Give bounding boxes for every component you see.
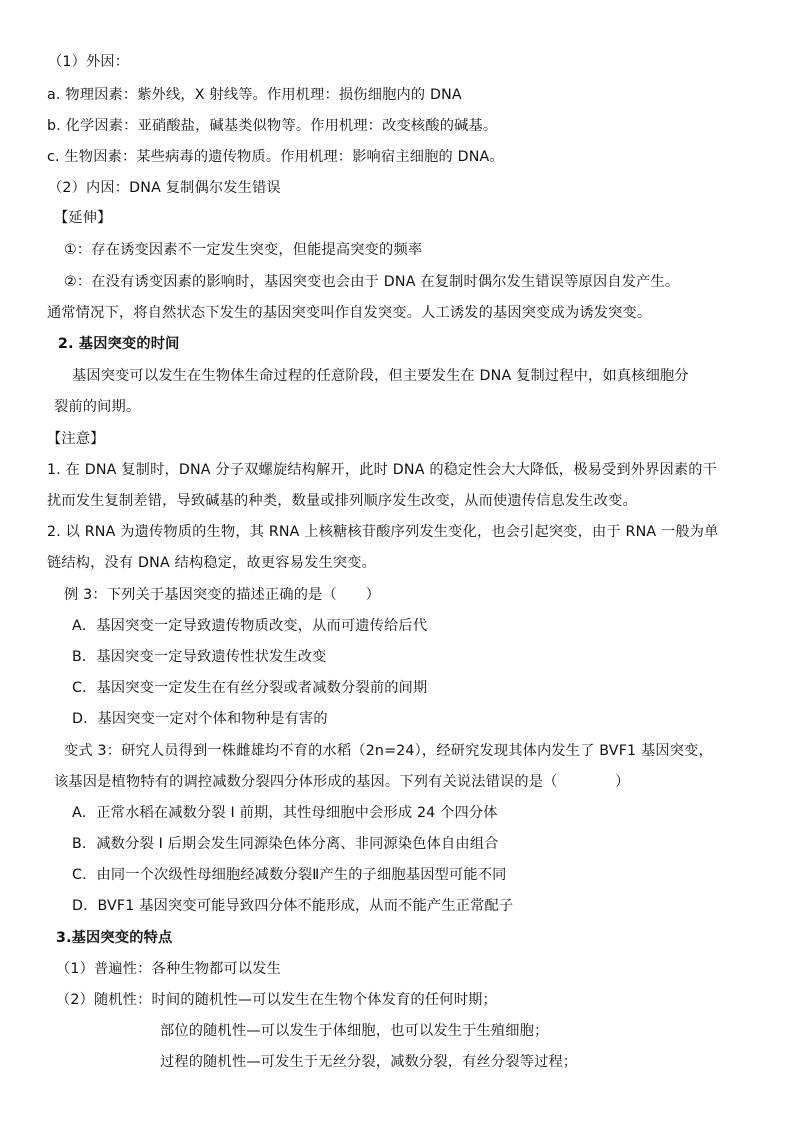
section-label: 【注意】 [47,431,105,447]
text-line: c. 生物因素：某些病毒的遗传物质。作用机理：影响宿主细胞的 DNA。 [47,149,504,165]
text-line: 过程的随机性—可发生于无丝分裂，减数分裂，有丝分裂等过程； [160,1054,578,1070]
text-line: 基因突变可以发生在生物体生命过程的任意阶段，但主要发生在 DNA 复制过程中，如真核细胞分 [72,368,689,384]
option-a: A．正常水稻在减数分裂 I 前期，其性母细胞中会形成 24 个四分体 [72,805,498,821]
option-d: D．基因突变一定对个体和物种是有害的 [72,711,328,727]
option-c: C．基因突变一定发生在有丝分裂或者减数分裂前的间期 [72,680,428,696]
text-line: （1）外因： [48,54,130,70]
section-heading: 2. 基因突变的时间 [58,336,180,352]
option-a: A．基因突变一定导致遗传物质改变，从而可遗传给后代 [72,618,428,634]
section-heading: 3.基因突变的特点 [56,930,173,946]
text-line: ②：在没有诱变因素的影响时，基因突变也会由于 DNA 在复制时偶尔发生错误等原因自发产生。 [64,274,680,290]
text-line: 通常情况下，将自然状态下发生的基因突变叫作自发突变。人工诱发的基因突变成为诱发突变。 [47,305,652,321]
text-line: 部位的随机性—可以发生于体细胞，也可以发生于生殖细胞； [160,1023,549,1039]
text-line: （2）随机性：时间的随机性—可以发生在生物个体发育的任何时期； [56,992,497,1008]
text-line: 链结构，没有 DNA 结构稳定，故更容易发生突变。 [47,555,377,571]
question-stem: 变式 3：研究人员得到一株雌雄均不育的水稻（2n=24），经研究发现其体内发生了 BVF1 基因突变， [64,743,713,759]
text-line: a. 物理因素：紫外线，X 射线等。作用机理：损伤细胞内的 DNA [47,87,462,103]
option-d: D．BVF1 基因突变可能导致四分体不能形成，从而不能产生正常配子 [72,898,514,914]
text-line: 扰而发生复制差错，导致碱基的种类，数量或排列顺序发生改变，从而使遗传信息发生改变。 [47,493,637,509]
question-stem: 例 3：下列关于基因突变的描述正确的是（ ） [64,587,381,603]
text-line: 该基因是植物特有的调控减数分裂四分体形成的基因。下列有关说法错误的是（ ） [54,774,630,790]
text-line: （1）普遍性：各种生物都可以发生 [56,961,282,977]
text-line: ①：存在诱变因素不一定发生突变，但能提高突变的频率 [64,242,423,258]
text-line: 裂前的间期。 [54,399,141,415]
option-c: C．由同一个次级性母细胞经减数分裂Ⅱ产生的子细胞基因型可能不同 [72,867,507,883]
text-line: b. 化学因素：亚硝酸盐，碱基类似物等。作用机理：改变核酸的碱基。 [47,118,498,134]
option-b: B．减数分裂 I 后期会发生同源染色体分离、非同源染色体自由组合 [72,836,499,852]
section-label: 【延伸】 [54,210,112,226]
text-line: （2）内因：DNA 复制偶尔发生错误 [48,180,281,196]
text-line: 1. 在 DNA 复制时，DNA 分子双螺旋结构解开，此时 DNA 的稳定性会大大降低，极易受到外界因素的干 [47,462,718,478]
text-line: 2. 以 RNA 为遗传物质的生物，其 RNA 上核糖核苷酸序列发生变化，也会引起突变，由于 RNA 一般为单 [47,524,719,540]
option-b: B．基因突变一定导致遗传性状发生改变 [72,649,327,665]
